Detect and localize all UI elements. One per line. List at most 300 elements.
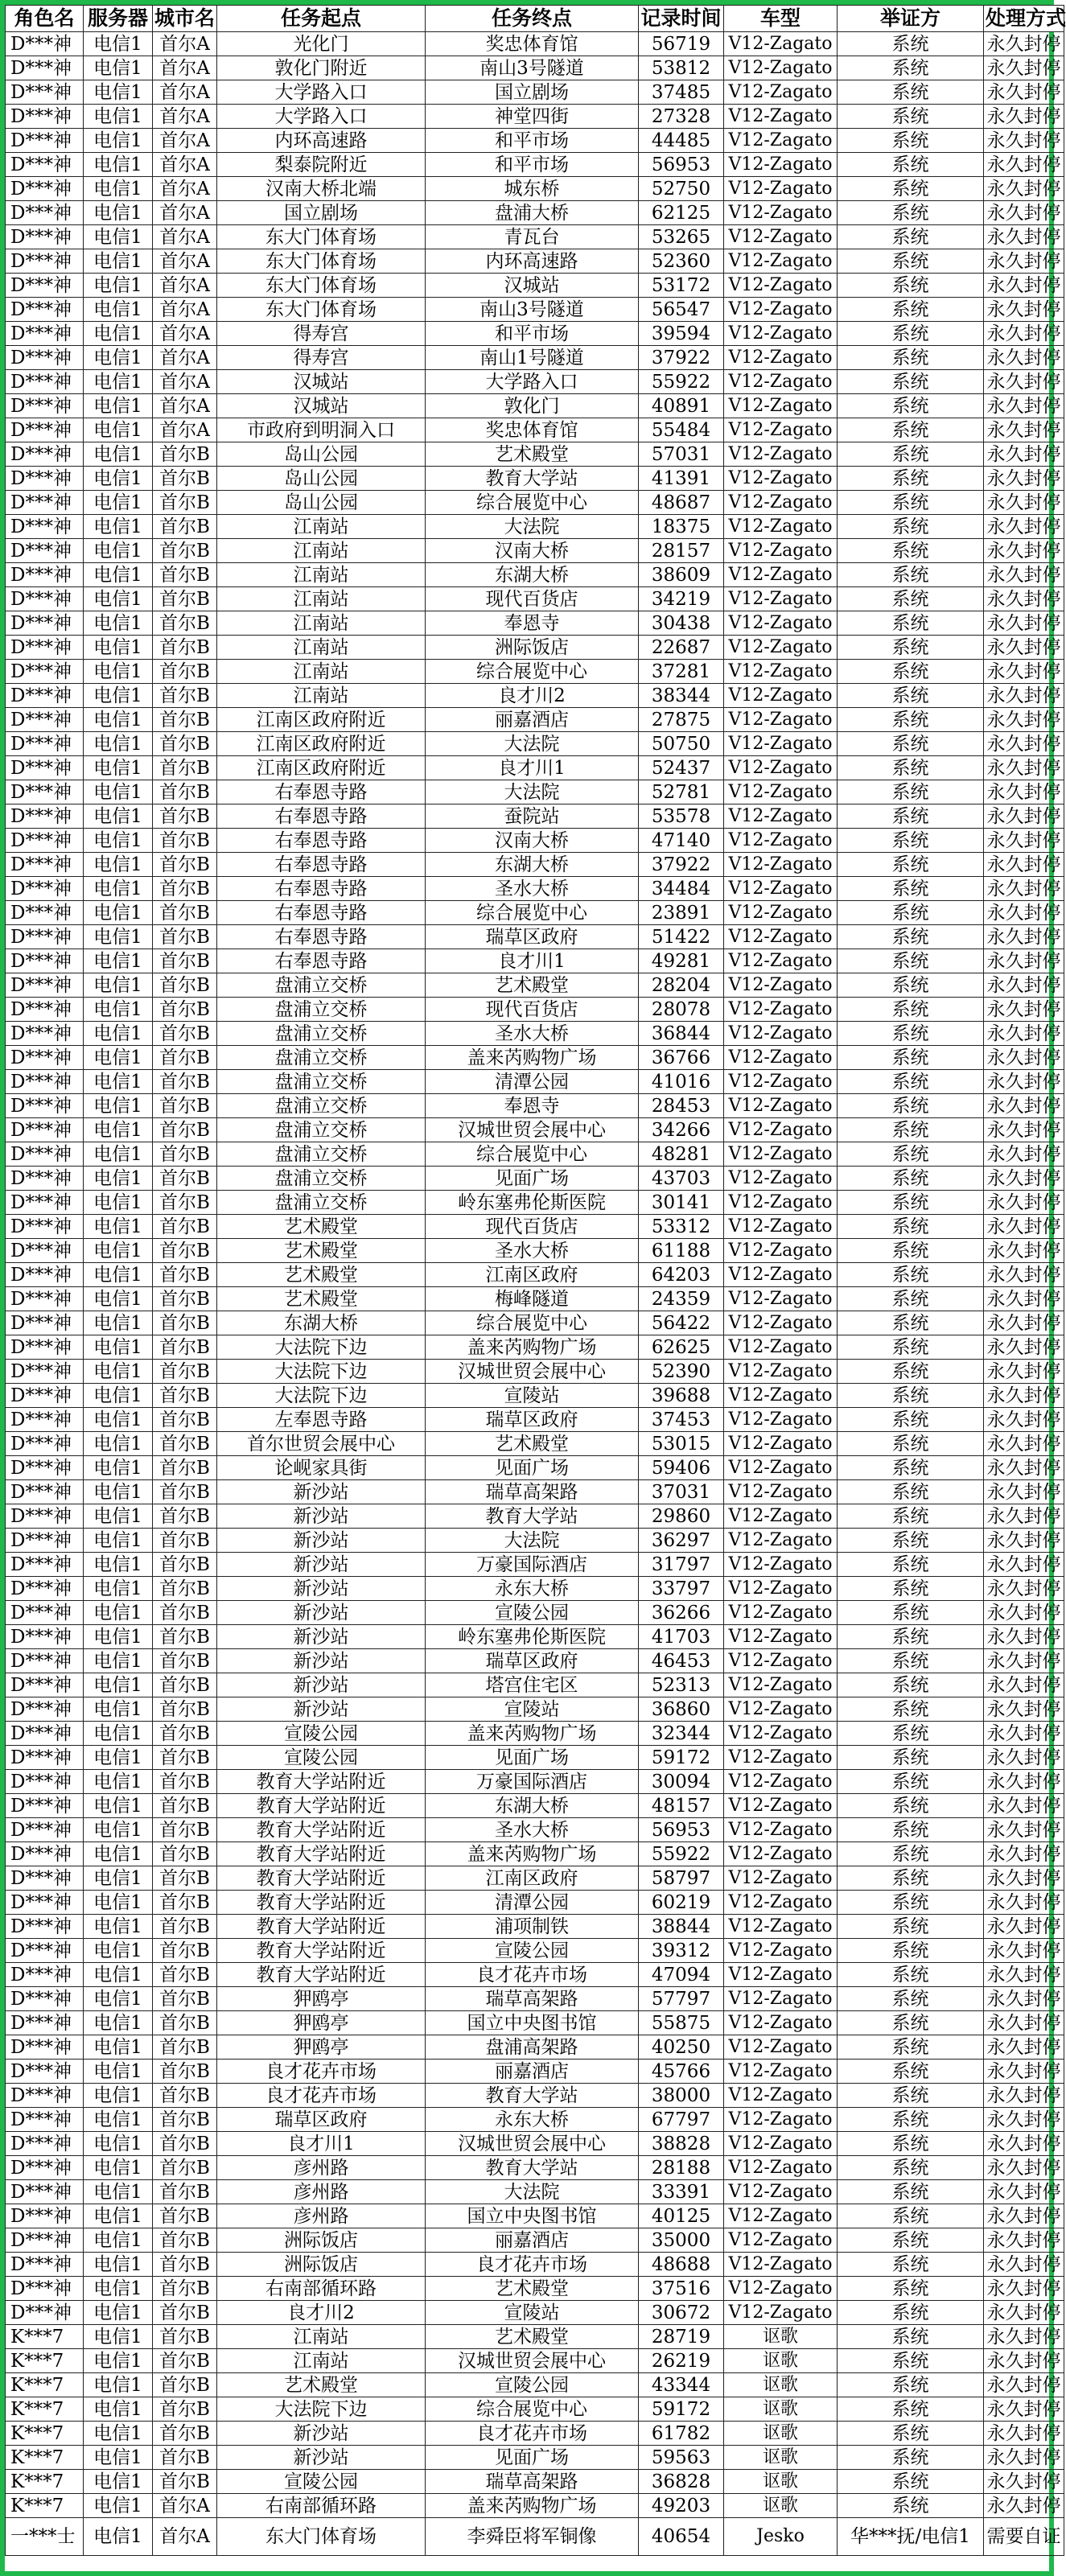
cell-time: 35000 (639, 2228, 724, 2253)
cell-vehicle: V12-Zagato (724, 1094, 838, 1118)
cell-end: 汉南大桥 (426, 829, 639, 853)
cell-time: 36766 (639, 1046, 724, 1070)
cell-role: D***神 (6, 829, 84, 853)
cell-start: 光化门 (217, 32, 426, 56)
cell-time: 57797 (639, 1987, 724, 2011)
cell-start: 右奉恩寺路 (217, 901, 426, 925)
cell-end: 国立剧场 (426, 80, 639, 105)
cell-start: 盘浦立交桥 (217, 1094, 426, 1118)
cell-time: 52360 (639, 249, 724, 274)
cell-action: 永久封停 (984, 2084, 1064, 2108)
cell-action: 永久封停 (984, 442, 1064, 467)
cell-city: 首尔B (153, 1891, 217, 1915)
cell-city: 首尔A (153, 249, 217, 274)
cell-city: 首尔B (153, 780, 217, 804)
cell-server: 电信1 (84, 1722, 153, 1746)
cell-server: 电信1 (84, 2518, 153, 2556)
cell-reporter: 系统 (838, 249, 984, 274)
cell-start: 教育大学站附近 (217, 1891, 426, 1915)
cell-end: 良才花卉市场 (426, 1963, 639, 1987)
cell-vehicle: V12-Zagato (724, 1891, 838, 1915)
cell-reporter: 系统 (838, 829, 984, 853)
cell-server: 电信1 (84, 491, 153, 515)
cell-role: D***神 (6, 1480, 84, 1504)
cell-time: 36860 (639, 1697, 724, 1722)
cell-time: 67797 (639, 2108, 724, 2132)
table-row (6, 1070, 1064, 1094)
cell-city: 首尔B (153, 1360, 217, 1384)
cell-role: D***神 (6, 1263, 84, 1287)
cell-server: 电信1 (84, 2446, 153, 2470)
cell-vehicle: V12-Zagato (724, 636, 838, 660)
cell-reporter: 系统 (838, 1963, 984, 1987)
cell-start: 右奉恩寺路 (217, 780, 426, 804)
cell-city: 首尔A (153, 201, 217, 225)
cell-action: 永久封停 (984, 2035, 1064, 2060)
cell-reporter: 系统 (838, 636, 984, 660)
cell-action: 永久封停 (984, 732, 1064, 756)
cell-time: 52390 (639, 1360, 724, 1384)
cell-city: 首尔B (153, 1722, 217, 1746)
cell-vehicle: V12-Zagato (724, 1263, 838, 1287)
cell-time: 37922 (639, 853, 724, 877)
cell-city: 首尔B (153, 2277, 217, 2301)
cell-end: 瑞草区政府 (426, 925, 639, 949)
cell-end: 圣水大桥 (426, 877, 639, 901)
cell-time: 52781 (639, 780, 724, 804)
cell-role: D***神 (6, 394, 84, 418)
cell-time: 56953 (639, 153, 724, 177)
cell-time: 51422 (639, 925, 724, 949)
cell-reporter: 系统 (838, 1408, 984, 1432)
cell-server: 电信1 (84, 1866, 153, 1891)
cell-reporter: 系统 (838, 660, 984, 684)
cell-start: 良才花卉市场 (217, 2084, 426, 2108)
cell-time: 29860 (639, 1504, 724, 1529)
cell-time: 28157 (639, 539, 724, 563)
cell-end: 南山3号隧道 (426, 56, 639, 80)
cell-city: 首尔B (153, 901, 217, 925)
column-header-time: 记录时间 (639, 6, 724, 32)
cell-role: D***神 (6, 636, 84, 660)
cell-time: 47140 (639, 829, 724, 853)
cell-reporter: 系统 (838, 804, 984, 829)
cell-end: 神堂四街 (426, 105, 639, 129)
cell-action: 永久封停 (984, 2060, 1064, 2084)
cell-vehicle: V12-Zagato (724, 2084, 838, 2108)
cell-role: D***神 (6, 298, 84, 322)
cell-start: 东大门体育场 (217, 225, 426, 249)
cell-end: 良才川1 (426, 949, 639, 973)
cell-city: 首尔B (153, 2325, 217, 2349)
table-row (6, 636, 1064, 660)
cell-time: 24359 (639, 1287, 724, 1311)
cell-end: 丽嘉酒店 (426, 2060, 639, 2084)
cell-action: 永久封停 (984, 1360, 1064, 1384)
cell-vehicle: V12-Zagato (724, 201, 838, 225)
cell-time: 28453 (639, 1094, 724, 1118)
cell-action: 永久封停 (984, 32, 1064, 56)
cell-action: 永久封停 (984, 1480, 1064, 1504)
cell-end: 敦化门 (426, 394, 639, 418)
cell-start: 教育大学站附近 (217, 1866, 426, 1891)
cell-server: 电信1 (84, 1601, 153, 1625)
cell-server: 电信1 (84, 756, 153, 780)
cell-city: 首尔B (153, 1866, 217, 1891)
cell-server: 电信1 (84, 563, 153, 587)
table-row (6, 105, 1064, 129)
cell-action: 永久封停 (984, 1553, 1064, 1577)
cell-start: 东大门体育场 (217, 298, 426, 322)
cell-time: 32344 (639, 1722, 724, 1746)
cell-role: D***神 (6, 1167, 84, 1191)
cell-vehicle: V12-Zagato (724, 2108, 838, 2132)
cell-reporter: 华***抚/电信1 (838, 2518, 984, 2556)
cell-start: 艺术殿堂 (217, 1263, 426, 1287)
cell-server: 电信1 (84, 1215, 153, 1239)
cell-server: 电信1 (84, 1529, 153, 1553)
cell-server: 电信1 (84, 1456, 153, 1480)
cell-action: 永久封停 (984, 105, 1064, 129)
cell-end: 瑞草区政府 (426, 1649, 639, 1673)
cell-reporter: 系统 (838, 2349, 984, 2373)
table-row (6, 1456, 1064, 1480)
cell-vehicle: V12-Zagato (724, 1311, 838, 1335)
cell-time: 28078 (639, 998, 724, 1022)
cell-vehicle: V12-Zagato (724, 1746, 838, 1770)
cell-role: D***神 (6, 201, 84, 225)
table-row (6, 201, 1064, 225)
cell-role: D***神 (6, 1118, 84, 1142)
cell-city: 首尔B (153, 1673, 217, 1697)
cell-server: 电信1 (84, 105, 153, 129)
cell-role: D***神 (6, 2132, 84, 2156)
cell-role: D***神 (6, 1360, 84, 1384)
cell-server: 电信1 (84, 660, 153, 684)
cell-server: 电信1 (84, 1239, 153, 1263)
cell-start: 大法院下边 (217, 1384, 426, 1408)
table-row (6, 1770, 1064, 1794)
cell-end: 东湖大桥 (426, 563, 639, 587)
cell-reporter: 系统 (838, 1432, 984, 1456)
cell-role: D***神 (6, 2011, 84, 2035)
cell-reporter: 系统 (838, 1553, 984, 1577)
cell-reporter: 系统 (838, 1094, 984, 1118)
cell-end: 盖来芮购物广场 (426, 2494, 639, 2518)
cell-action: 永久封停 (984, 1022, 1064, 1046)
cell-time: 38828 (639, 2132, 724, 2156)
cell-action: 永久封停 (984, 56, 1064, 80)
cell-role: D***神 (6, 1191, 84, 1215)
cell-role: K***7 (6, 2494, 84, 2518)
cell-vehicle: 讴歌 (724, 2422, 838, 2446)
table-row (6, 587, 1064, 611)
cell-city: 首尔A (153, 322, 217, 346)
table-row (6, 1891, 1064, 1915)
cell-role: D***神 (6, 1939, 84, 1963)
cell-role: K***7 (6, 2470, 84, 2494)
cell-server: 电信1 (84, 732, 153, 756)
table-row (6, 2060, 1064, 2084)
cell-action: 永久封停 (984, 370, 1064, 394)
cell-reporter: 系统 (838, 611, 984, 636)
cell-role: D***神 (6, 2204, 84, 2228)
cell-reporter: 系统 (838, 901, 984, 925)
cell-reporter: 系统 (838, 1239, 984, 1263)
cell-time: 36844 (639, 1022, 724, 1046)
cell-action: 永久封停 (984, 853, 1064, 877)
cell-role: D***神 (6, 1818, 84, 1842)
cell-time: 39312 (639, 1939, 724, 1963)
cell-reporter: 系统 (838, 780, 984, 804)
cell-reporter: 系统 (838, 2397, 984, 2422)
table-row (6, 346, 1064, 370)
cell-reporter: 系统 (838, 1722, 984, 1746)
cell-end: 内环高速路 (426, 249, 639, 274)
cell-city: 首尔B (153, 2228, 217, 2253)
cell-vehicle: V12-Zagato (724, 105, 838, 129)
cell-role: D***神 (6, 56, 84, 80)
cell-action: 永久封停 (984, 1046, 1064, 1070)
cell-end: 盖来芮购物广场 (426, 1335, 639, 1360)
cell-action: 永久封停 (984, 998, 1064, 1022)
cell-reporter: 系统 (838, 973, 984, 998)
cell-city: 首尔A (153, 105, 217, 129)
cell-vehicle: 讴歌 (724, 2373, 838, 2397)
cell-city: 首尔B (153, 732, 217, 756)
cell-reporter: 系统 (838, 2253, 984, 2277)
cell-role: D***神 (6, 756, 84, 780)
cell-action: 永久封停 (984, 1770, 1064, 1794)
cell-vehicle: V12-Zagato (724, 2156, 838, 2180)
cell-end: 汉南大桥 (426, 539, 639, 563)
cell-role: D***神 (6, 708, 84, 732)
cell-time: 27328 (639, 105, 724, 129)
table-row (6, 998, 1064, 1022)
cell-city: 首尔B (153, 611, 217, 636)
cell-action: 永久封停 (984, 201, 1064, 225)
table-row (6, 418, 1064, 442)
cell-action: 永久封停 (984, 1625, 1064, 1649)
cell-reporter: 系统 (838, 1335, 984, 1360)
cell-reporter: 系统 (838, 1167, 984, 1191)
cell-action: 永久封停 (984, 829, 1064, 853)
cell-server: 电信1 (84, 2253, 153, 2277)
cell-start: 艺术殿堂 (217, 1287, 426, 1311)
cell-time: 36297 (639, 1529, 724, 1553)
cell-action: 永久封停 (984, 2397, 1064, 2422)
cell-city: 首尔B (153, 1625, 217, 1649)
table-row (6, 298, 1064, 322)
cell-city: 首尔B (153, 1094, 217, 1118)
cell-end: 艺术殿堂 (426, 2277, 639, 2301)
cell-city: 首尔B (153, 1649, 217, 1673)
cell-city: 首尔A (153, 274, 217, 298)
cell-vehicle: V12-Zagato (724, 563, 838, 587)
table-row (6, 1939, 1064, 1963)
cell-start: 艺术殿堂 (217, 1215, 426, 1239)
cell-server: 电信1 (84, 274, 153, 298)
table-row (6, 225, 1064, 249)
cell-city: 首尔B (153, 1818, 217, 1842)
cell-server: 电信1 (84, 249, 153, 274)
cell-vehicle: V12-Zagato (724, 467, 838, 491)
cell-reporter: 系统 (838, 201, 984, 225)
cell-start: 盘浦立交桥 (217, 1142, 426, 1167)
cell-end: 浦项制铁 (426, 1915, 639, 1939)
cell-reporter: 系统 (838, 1649, 984, 1673)
cell-server: 电信1 (84, 2277, 153, 2301)
table-row (6, 2301, 1064, 2325)
table-row (6, 1842, 1064, 1866)
cell-action: 永久封停 (984, 1939, 1064, 1963)
cell-server: 电信1 (84, 418, 153, 442)
cell-action: 永久封停 (984, 2253, 1064, 2277)
cell-time: 23891 (639, 901, 724, 925)
cell-action: 永久封停 (984, 708, 1064, 732)
cell-end: 见面广场 (426, 1456, 639, 1480)
cell-city: 首尔B (153, 1239, 217, 1263)
cell-role: D***神 (6, 1311, 84, 1335)
cell-time: 53312 (639, 1215, 724, 1239)
cell-time: 49203 (639, 2494, 724, 2518)
cell-start: 新沙站 (217, 1625, 426, 1649)
cell-role: D***神 (6, 1408, 84, 1432)
cell-role: D***神 (6, 1842, 84, 1866)
cell-start: 右奉恩寺路 (217, 804, 426, 829)
cell-reporter: 系统 (838, 2035, 984, 2060)
cell-vehicle: V12-Zagato (724, 1601, 838, 1625)
cell-end: 青瓦台 (426, 225, 639, 249)
cell-role: D***神 (6, 177, 84, 201)
cell-action: 永久封停 (984, 1239, 1064, 1263)
cell-time: 48281 (639, 1142, 724, 1167)
cell-reporter: 系统 (838, 491, 984, 515)
cell-start: 瑞草区政府 (217, 2108, 426, 2132)
cell-action: 永久封停 (984, 1987, 1064, 2011)
cell-reporter: 系统 (838, 1673, 984, 1697)
table-row (6, 1746, 1064, 1770)
cell-end: 汉城站 (426, 274, 639, 298)
cell-reporter: 系统 (838, 708, 984, 732)
cell-start: 江南区政府附近 (217, 756, 426, 780)
cell-end: 现代百货店 (426, 1215, 639, 1239)
cell-city: 首尔B (153, 2422, 217, 2446)
cell-time: 55875 (639, 2011, 724, 2035)
cell-start: 教育大学站附近 (217, 1770, 426, 1794)
cell-reporter: 系统 (838, 1770, 984, 1794)
cell-start: 江南站 (217, 684, 426, 708)
cell-end: 盖来芮购物广场 (426, 1722, 639, 1746)
cell-role: D***神 (6, 1625, 84, 1649)
cell-time: 56719 (639, 32, 724, 56)
table-row (6, 1504, 1064, 1529)
cell-role: D***神 (6, 1915, 84, 1939)
cell-action: 永久封停 (984, 2325, 1064, 2349)
cell-vehicle: V12-Zagato (724, 1360, 838, 1384)
cell-city: 首尔A (153, 80, 217, 105)
cell-time: 34219 (639, 587, 724, 611)
table-row (6, 1408, 1064, 1432)
cell-start: 宣陵公园 (217, 1746, 426, 1770)
table-row (6, 2011, 1064, 2035)
cell-reporter: 系统 (838, 1939, 984, 1963)
cell-server: 电信1 (84, 636, 153, 660)
cell-start: 论岘家具街 (217, 1456, 426, 1480)
cell-city: 首尔B (153, 1118, 217, 1142)
table-row (6, 394, 1064, 418)
cell-role: D***神 (6, 1070, 84, 1094)
cell-vehicle: V12-Zagato (724, 1987, 838, 2011)
cell-end: 清潭公园 (426, 1891, 639, 1915)
cell-time: 48688 (639, 2253, 724, 2277)
cell-reporter: 系统 (838, 32, 984, 56)
table-row (6, 2156, 1064, 2180)
table-row (6, 1191, 1064, 1215)
cell-reporter: 系统 (838, 1577, 984, 1601)
table-row (6, 1263, 1064, 1287)
cell-time: 61782 (639, 2422, 724, 2446)
cell-server: 电信1 (84, 1022, 153, 1046)
cell-vehicle: V12-Zagato (724, 1239, 838, 1263)
cell-time: 40891 (639, 394, 724, 418)
cell-role: D***神 (6, 1239, 84, 1263)
cell-action: 永久封停 (984, 80, 1064, 105)
cell-reporter: 系统 (838, 105, 984, 129)
cell-start: 教育大学站附近 (217, 1939, 426, 1963)
cell-time: 28188 (639, 2156, 724, 2180)
cell-start: 洲际饭店 (217, 2253, 426, 2277)
table-row (6, 1915, 1064, 1939)
cell-action: 永久封停 (984, 1746, 1064, 1770)
cell-server: 电信1 (84, 298, 153, 322)
cell-reporter: 系统 (838, 2060, 984, 2084)
cell-reporter: 系统 (838, 225, 984, 249)
cell-reporter: 系统 (838, 949, 984, 973)
cell-start: 江南站 (217, 660, 426, 684)
table-row (6, 2325, 1064, 2349)
cell-server: 电信1 (84, 539, 153, 563)
cell-start: 盘浦立交桥 (217, 973, 426, 998)
table-row (6, 1046, 1064, 1070)
cell-start: 东大门体育场 (217, 274, 426, 298)
cell-role: D***神 (6, 853, 84, 877)
cell-vehicle: V12-Zagato (724, 1553, 838, 1577)
cell-server: 电信1 (84, 1553, 153, 1577)
cell-reporter: 系统 (838, 2132, 984, 2156)
cell-end: 见面广场 (426, 2446, 639, 2470)
cell-start: 新沙站 (217, 1553, 426, 1577)
table-row (6, 515, 1064, 539)
cell-vehicle: V12-Zagato (724, 2277, 838, 2301)
cell-start: 艺术殿堂 (217, 1239, 426, 1263)
cell-reporter: 系统 (838, 370, 984, 394)
table-row (6, 129, 1064, 153)
cell-role: D***神 (6, 1673, 84, 1697)
table-row (6, 2349, 1064, 2373)
cell-time: 40250 (639, 2035, 724, 2060)
cell-server: 电信1 (84, 2060, 153, 2084)
cell-vehicle: V12-Zagato (724, 491, 838, 515)
cell-action: 永久封停 (984, 1287, 1064, 1311)
cell-vehicle: V12-Zagato (724, 925, 838, 949)
cell-end: 艺术殿堂 (426, 1432, 639, 1456)
cell-city: 首尔A (153, 2518, 217, 2556)
table-row (6, 973, 1064, 998)
cell-role: D***神 (6, 1746, 84, 1770)
cell-server: 电信1 (84, 1118, 153, 1142)
cell-end: 综合展览中心 (426, 491, 639, 515)
